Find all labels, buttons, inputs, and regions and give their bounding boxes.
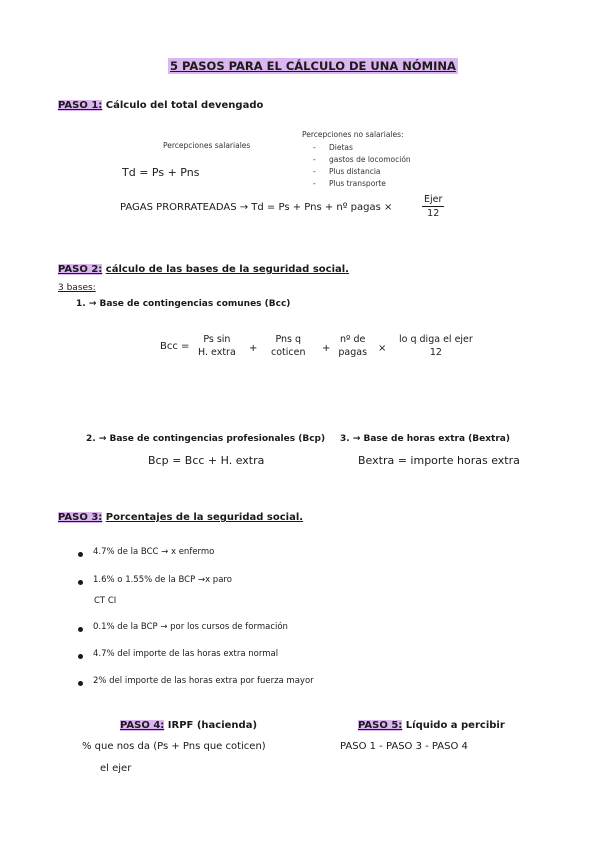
paso4-title: IRPF (hacienda) [167, 720, 258, 731]
bullet-icon [78, 552, 83, 557]
liquido-formula: PASO 1 - PASO 3 - PASO 4 [340, 741, 468, 752]
fraction-denominator: 12 [429, 347, 442, 358]
paso5-label: PASO 5: [358, 720, 403, 731]
porcentaje-item: 0.1% de la BCP → por los cursos de formación [93, 622, 288, 632]
pagas-prorrateadas-formula: PAGAS PRORRATEADAS → Td = Ps + Pns + nº pagas × [120, 202, 393, 213]
document-title: 5 PASOS PARA EL CÁLCULO DE UNA NÓMINA [170, 59, 456, 73]
porcentaje-item: 2% del importe de las horas extra por fuerza mayor [93, 676, 314, 686]
td-formula: Td = Ps + Pns [122, 166, 200, 179]
fraction-numerator: Ps sin [203, 334, 231, 345]
no-salariales-item: - Dietas [313, 143, 353, 152]
no-salariales-item: - Plus distancia [313, 167, 381, 176]
no-salariales-list [313, 142, 411, 190]
paso1-heading [58, 100, 263, 111]
percepciones-no-salariales: Percepciones no salariales: [302, 130, 404, 139]
percepciones-salariales: Percepciones salariales [163, 141, 251, 150]
porcentaje-item: 4.7% del importe de las horas extra normal [93, 649, 279, 659]
bcc-fraction-ps [198, 333, 236, 359]
bcc-fraction-pagas [338, 333, 367, 359]
paso3-heading [58, 512, 303, 523]
bases-label: 3 bases: [58, 283, 96, 293]
paso2-heading [58, 264, 349, 275]
fraction-denominator: H. extra [198, 347, 236, 358]
paso2-title: cálculo de las bases de la seguridad social. [105, 264, 349, 275]
ct-ci-label: CT CI [94, 596, 117, 606]
paso1-title: Cálculo del total devengado [105, 100, 264, 111]
paso3-title: Porcentajes de la seguridad social. [105, 512, 304, 523]
no-salariales-item: - gastos de locomoción [313, 155, 411, 164]
base-bcc-heading: 1. → Base de contingencias comunes (Bcc) [76, 299, 291, 309]
base-bcp-heading: 2. → Base de contingencias profesionales (Bcp) [86, 434, 326, 444]
bcc-fraction-ejer [397, 333, 475, 359]
paso5-heading [358, 720, 505, 731]
plus-sign: + [249, 343, 258, 354]
bextra-formula: Bextra = importe horas extra [358, 454, 520, 467]
irpf-line: % que nos da (Ps + Pns que coticen) [82, 741, 266, 752]
paso5-title: Líquido a percibir [405, 720, 505, 731]
fraction-numerator: lo q diga el ejer [399, 334, 473, 345]
bcp-formula: Bcp = Bcc + H. extra [148, 454, 265, 467]
fraction-denominator: 12 [427, 208, 440, 219]
bcc-lhs: Bcc = [160, 341, 190, 352]
fraction-denominator: pagas [338, 347, 368, 358]
fraction-denominator: coticen [271, 347, 306, 358]
fraction-numerator: Ejer [424, 194, 443, 205]
no-salariales-item: - Plus transporte [313, 179, 386, 188]
bullet-icon [78, 580, 83, 585]
bullet-icon [78, 654, 83, 659]
paso4-heading [120, 720, 257, 731]
paso1-label: PASO 1: [58, 100, 103, 111]
irpf-line2: el ejer [100, 763, 132, 774]
bullet-icon [78, 681, 83, 686]
bcc-fraction-pns [271, 333, 306, 359]
porcentaje-item: 4.7% de la BCC → x enfermo [93, 547, 215, 557]
bullet-icon [78, 627, 83, 632]
ejer-fraction [422, 193, 444, 220]
porcentaje-item: 1.6% o 1.55% de la BCP →x paro [93, 575, 232, 585]
fraction-numerator: Pns q [275, 334, 302, 345]
fraction-numerator: nº de [340, 334, 366, 345]
paso2-label: PASO 2: [58, 264, 103, 275]
paso4-label: PASO 4: [120, 720, 165, 731]
plus-sign: + [322, 343, 331, 354]
times-sign: × [378, 343, 387, 354]
paso3-label: PASO 3: [58, 512, 103, 523]
base-bextra-heading: 3. → Base de horas extra (Bextra) [340, 434, 510, 444]
